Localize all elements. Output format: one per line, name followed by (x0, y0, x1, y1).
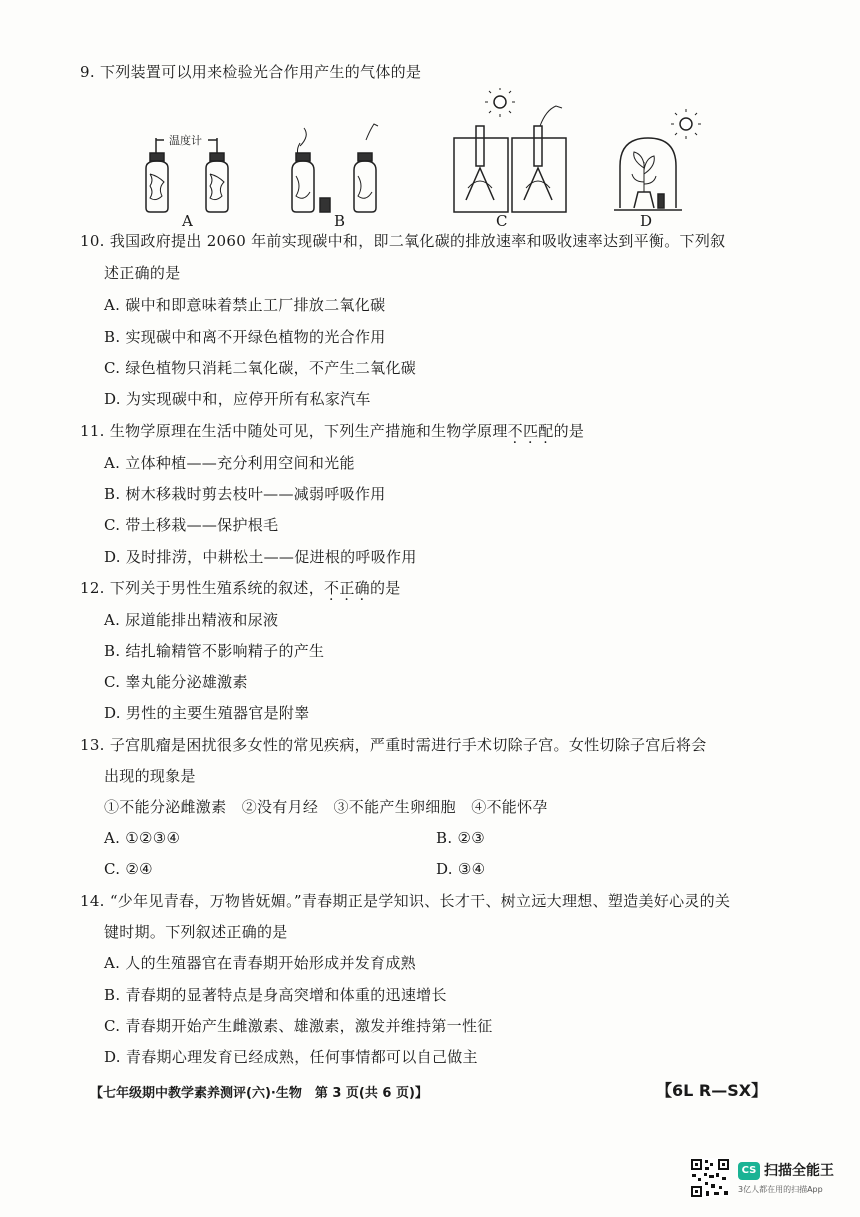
q12-option-b: B. 结扎输精管不影响精子的产生 (104, 642, 325, 660)
q10-option-b: B. 实现碳中和离不开绿色植物的光合作用 (104, 328, 386, 346)
question-9-stem: 9. 下列装置可以用来检验光合作用产生的气体的是 (80, 63, 422, 81)
apparatus-c (454, 88, 566, 212)
q13-statements: ①不能分泌雌激素 ②没有月经 ③不能产生卵细胞 ④不能怀孕 (104, 798, 548, 816)
q11-option-b: B. 树木移栽时剪去枝叶——减弱呼吸作用 (104, 485, 386, 503)
scanner-logo: CS (738, 1162, 760, 1180)
q10-option-c: C. 绿色植物只消耗二氧化碳，不产生二氧化碳 (104, 359, 417, 377)
q13-option-b: B. ②③ (436, 829, 485, 847)
q14-option-a: A. 人的生殖器官在青春期开始形成并发育成熟 (104, 954, 416, 972)
q14-option-d: D. 青春期心理发育已经成熟，任何事情都可以自己做主 (104, 1048, 478, 1066)
scanner-subtitle: 3亿人都在用的扫描App (738, 1185, 823, 1194)
label-a: A (182, 212, 193, 228)
question-14-stem: 14. “少年见青春，万物皆妩媚。”青春期正是学知识、长才干、树立远大理想、塑造美好心灵的关 (80, 892, 731, 910)
question-14-stem-cont: 键时期。下列叙述正确的是 (104, 923, 288, 941)
q11-stem-pre: 11. 生物学原理在生活中随处可见，下列生产措施和生物学原理 (80, 422, 508, 440)
question-13-stem-cont: 出现的现象是 (104, 767, 196, 785)
scanner-title: 扫描全能王 (764, 1163, 834, 1179)
question-13-stem: 13. 子宫肌瘤是困扰很多女性的常见疾病，严重时需进行手术切除子宫。女性切除子宫后将会 (80, 736, 707, 754)
q13-option-d: D. ③④ (436, 860, 486, 878)
q13-option-c: C. ②④ (104, 860, 153, 878)
question-10-stem: 10. 我国政府提出 2060 年前实现碳中和，即二氧化碳的排放速率和吸收速率达到平衡。下列叙 (80, 232, 726, 250)
question-12-stem (80, 578, 401, 598)
page-footer-info: 【七年级期中教学素养测评(六)·生物 第 3 页(共 6 页)】 (90, 1086, 428, 1101)
q11-option-c: C. 带土移栽——保护根毛 (104, 516, 279, 534)
q9-apparatus-figure (120, 88, 720, 228)
q11-option-a: A. 立体种植——充分利用空间和光能 (104, 454, 355, 472)
q14-option-c: C. 青春期开始产生雌激素、雄激素，激发并维持第一性征 (104, 1017, 493, 1035)
q12-option-a: A. 尿道能排出精液和尿液 (104, 611, 279, 629)
apparatus-a (146, 138, 228, 212)
q13-option-a: A. ①②③④ (104, 829, 181, 847)
q12-emph-1: 不 (324, 579, 340, 597)
thermometer-label: 温度计 (169, 134, 202, 147)
q14-option-b: B. 青春期的显著特点是身高突增和体重的迅速增长 (104, 986, 447, 1004)
q10-option-d: D. 为实现碳中和，应停开所有私家汽车 (104, 390, 371, 408)
q11-option-d: D. 及时排涝，中耕松土——促进根的呼吸作用 (104, 548, 417, 566)
q12-stem-post: 的是 (369, 579, 401, 597)
label-c: C (496, 212, 508, 228)
q11-emph-1: 不 (507, 422, 523, 440)
apparatus-b (292, 124, 378, 212)
scanner-watermark (690, 1158, 840, 1204)
q12-stem-pre: 12. 下列关于男性生殖系统的叙述， (80, 579, 325, 597)
q12-emph-3: 确 (354, 579, 370, 597)
q11-emph-3: 配 (538, 422, 554, 440)
question-10-stem-cont: 述正确的是 (104, 264, 181, 282)
qr-code-icon (690, 1158, 730, 1198)
apparatus-d (614, 109, 701, 210)
q11-stem-post: 的是 (553, 422, 585, 440)
question-11-stem (80, 421, 584, 441)
q12-option-d: D. 男性的主要生殖器官是附睾 (104, 704, 310, 722)
q12-emph-2: 正 (339, 579, 355, 597)
q10-option-a: A. 碳中和即意味着禁止工厂排放二氧化碳 (104, 296, 386, 314)
q11-emph-2: 匹 (522, 422, 539, 440)
page-footer-code: 【6L R—SX】 (656, 1081, 768, 1100)
q12-option-c: C. 睾丸能分泌雄激素 (104, 673, 248, 691)
label-d: D (640, 212, 653, 228)
label-b: B (334, 212, 346, 228)
